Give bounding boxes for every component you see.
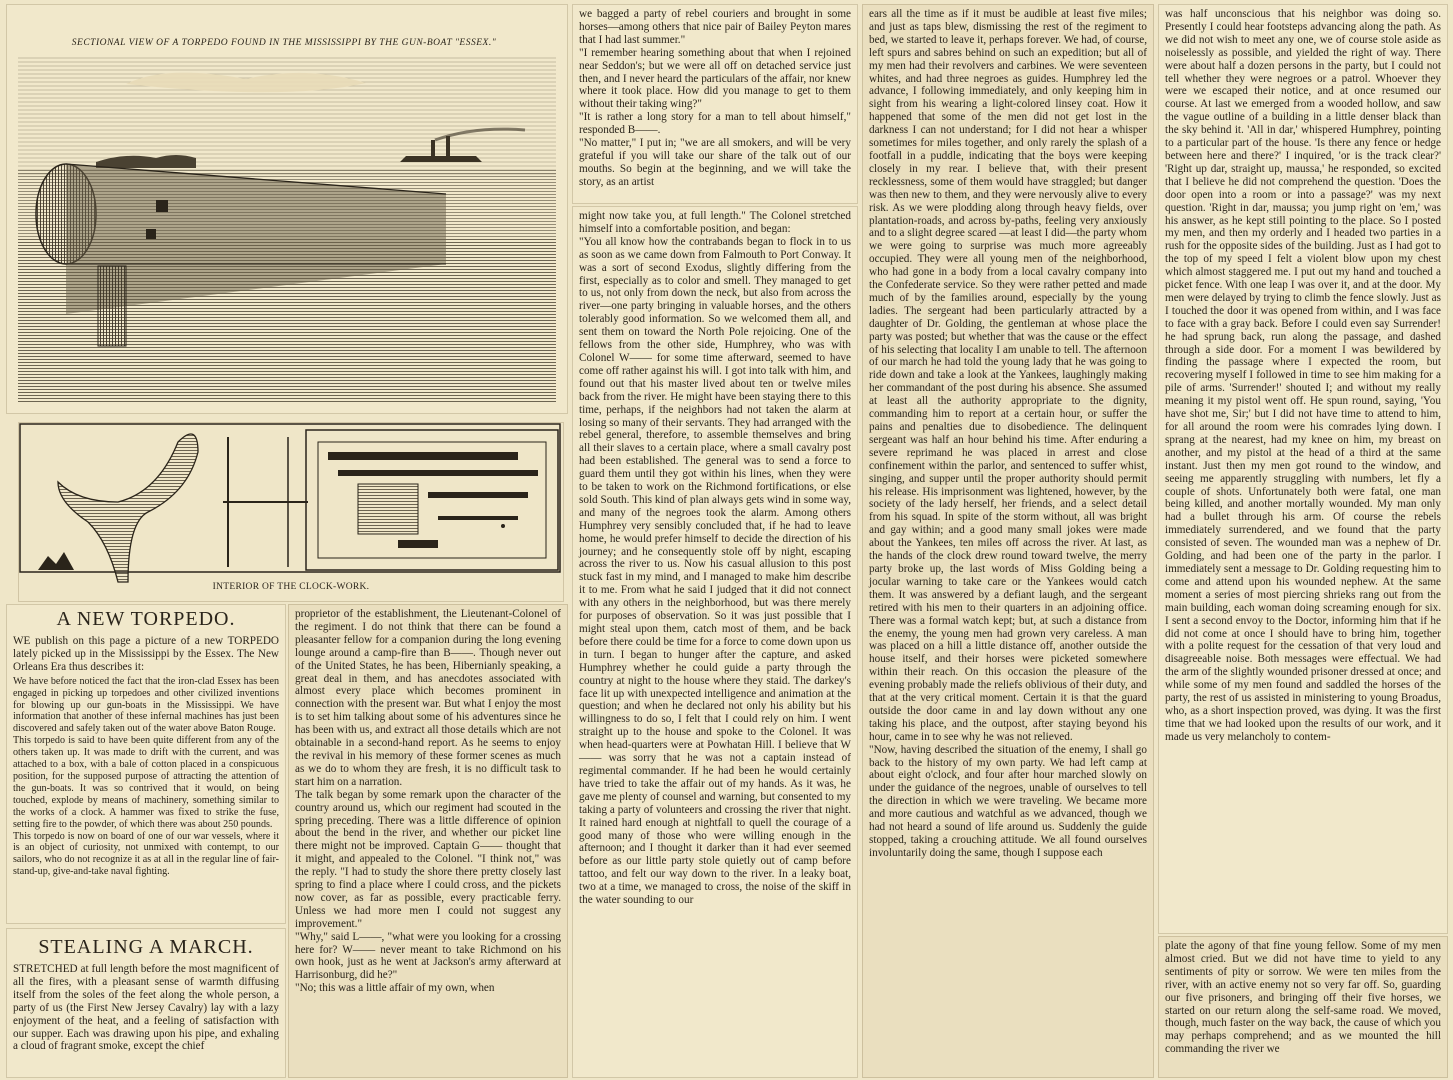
stealing-col4-top-clipping (1158, 4, 1448, 934)
article-stealing-a-march-col1 (6, 928, 286, 1078)
stealing-col4-bottom-text: plate the agony of that fine young fellow. Some of my men almost cried. But we did not have time to yield to any sentiments of pity or sorrow. We were ten miles from the river, with an active enemy not so very far off. So, guarding our five prisoners, and bringing off their five horses, we started on our return along the self-same road. We moved, though, much faster on the way back, the cause of which you may perhaps comprehend; and as we mounted the hill commanding the river we (1165, 940, 1441, 1056)
torpedo-illustration-clipping (6, 4, 568, 414)
headline-new-torpedo: A NEW TORPEDO. (56, 608, 236, 630)
stealing-col4-bottom-clipping (1158, 936, 1448, 1078)
torpedo-caption-top: SECTIONAL VIEW OF A TORPEDO FOUND IN THE MISSISSIPPI BY THE GUN-BOAT "ESSEX." (71, 38, 497, 48)
clockwork-caption: INTERIOR OF THE CLOCK-WORK. (212, 582, 370, 592)
stealing-col2-bottom-text: proprietor of the establishment, the Lieutenant-Colonel of the regiment. I do not think that there can be found a pleasanter fellow for a companion during the long evening lounge around a camp-fire than B——. Though never out of the United States, he has been, Hibernianly speaking, a great deal in them, and has anecdotes associated with almost every place which becomes prominent in connection with the present war. But what I enjoy the most is to set him talking about some of his adventures since he has been with us, and extract all those details which are not obtainable in a second-hand report. As he seems to enjoy the revival in his memory of these former scenes as much as we do to whom they are fresh, it is no difficult task to start him on a narration. The talk began by some remark upon the character of the country around us, which our regiment had scouted in the spring preceding. There was a little difference of opinion about the bend in the river, and whether our picket line there might not be improved. Captain G—— thought that it might, and appealed to the Colonel. "I think not," was the reply. "I had to study the shore there pretty closely last spring to find a place where I could cross, and the pickets now cover, as far as possible, every practicable ferry. Unless we had more men I could not suggest any improvement." "Why," said L——, "what were you looking for a crossing here for? W—— never meant to take Richmond on his own hook, just as he went at Jackson's army afterward at Harrisonburg, did he?" "No; this was a little affair of my own, when (295, 608, 561, 995)
stealing-col2-top-clipping (572, 4, 858, 204)
new-torpedo-intro: WE publish on this page a picture of a new TORPEDO lately picked up in the Mississippi by the Essex. The New Orleans Era thus describes it: (13, 635, 279, 673)
article-new-torpedo (6, 604, 286, 924)
stealing-col2-mid-text: might now take you, at full length." The Colonel stretched himself into a comfortable position, and began: "You all know how the contrabands began to flock in to us as soon as we came down from Falmouth to Port Conway. It was a sort of second Exodus, slightly differing from the first, especially as to color and smell. They managed to get to us, not only from down the neck, but also from across the river—one party bringing in valuable horses, and the others tolerably good information. So we welcomed them all, and sent them on toward the North Pole rejoicing. One of the fellows from the other side, Humphrey, who was with Colonel W—— for some time afterward, seemed to have come off rather against his will. I got into talk with him, and found out that his master lived about ten or twelve miles back from the river. He might have been staying there to this time, perhaps, if the neighbors had not taken the alarm at losing so many of their servants. They had arranged with the rebel general, therefore, to assemble themselves and bring all their slaves to a certain place, where a small cavalry post had been established. The general was to send a force to guard them until they got within his lines, when they were to be taken to work on the Richmond fortifications, or else sold South. This kind of plan always gets wind in some way, and many of the negroes took the alarm. Among others Humphrey very sensibly concluded that, if he had to leave home, he would prefer himself to decide the direction of his journey; and he consequently stole off by night, escaping across the river to us. Now his casual allusion to this post stuck fast in my mind, and I managed to make him describe it to me. From what he said I judged that it did not connect with any others in the neighborhood, but was there merely for purposes of observation. So it was just possible that I might steal upon them, catch most of them, and be back before there could be time for a force to come down upon us in turn. I began to hunger after the capture, and asked Humphrey whether he could guide a party through the country at night to the house where they staid. The darkey's face lit up with unexpected intelligence and animation at the question; and when he declared not only his ability but his willingness to do so, I felt that I could rely on him. I went straight up to the house and spoke to the Colonel. It was when head-quarters were at Powhatan Hill. I believe that W—— was sorry that he was not a captain instead of regimental commander. If he had been he would certainly have tried to take the affair out of my hands. As it was, he gave me plenty of counsel and warning, but consented to my taking a party of volunteers and crossing the river that night. It rained hard enough at nightfall to quell the courage of a good many of those who were willing enough in the afternoon; and I thought it darker than it had ever seemed before as our little party stole quietly out of camp before tattoo, and felt our way down to the river. In a leaky boat, two at a time, we managed to cross, the noise of the skiff in the water sounding to our (579, 210, 851, 907)
stealing-col3-clipping (862, 4, 1154, 1078)
stealing-col4-top-text: was half unconscious that his neighbor was doing so. Presently I could hear footsteps advancing along the path. As we did not wish to meet any one, we of course stole aside as noiselessly as possible, and yielded the right of way. There were about half a dozen persons in the party, but I could not tell whether they were negroes or a patrol. Whoever they were we escaped their notice, and at once resumed our course. At last we emerged from a wooded hollow, and saw the vague outline of a building in a little denser black than the sky behind it. 'All in dar,' whispered Humphrey, pointing to a particular part of the house. 'Is there any fence or hedge between here and there?' I inquired, 'or is the track clear?' 'Right up dar, straight up, maussa,' he responded, so excited that I believe he did not comprehend the question. 'Does the door open into a room or into a passage?' was my next question. 'Right in dar, maussa; you jump right on 'em,' was his answer, as he kept still pointing to the place. So I posted my men, and then my orderly and I headed two parties in a rush for the opposite sides of the building. Just as I had got to the top of my speed I felt a violent blow upon my chest which almost staggered me. I put out my hand and touched a picket fence. With one leap I was over it, and at the door. My men were delayed by trying to climb the fence slowly. Just as I touched the door it was opened from within, and I was face to face with a gray back. Before I could even say Surrender! he had sprung back, run along the passage, and dashed through a side door. For a moment I was bewildered by finding the passage where I expected the room, but recovering myself I followed in time to see him making for a pile of arms. 'Surrender!' shouted I; and without my really meaning it my pistol went off. He spun round, saying, 'You have shot me, Sir;' but I did not have time to attend to him, for all around the room were his comrades lying down. I sprang at the nearest, had my knee on him, my breast on another, and my pistol at the head of a third at the same instant. Just then my men got round to the window, and seeing me apparently struggling with numbers, let fly a couple of shots. Unfortunately both were fatal, one man being killed, and another mortally wounded. My man only had a bullet through his arm. Of course the rebels immediately surrendered, and we found that the party consisted of seven. The wounded man was a nephew of Dr. Golding, and had been one of the party in the parlor. I immediately sent a message to Dr. Golding requesting him to come and attend upon his wounded nephew. At the same moment a series of most piercing shrieks rang out from the main building, each woman doing screaming enough for six. I sent a second envoy to the Doctor, informing him that if he did not come at once I should have to bring him, together with a polite request for the cessation of that very loud and disagreeable noise. Both messages were effectual. We had the arm of the slightly wounded prisoner dressed at once; and while some of my men found and saddled the horses of the party, the rest of us assisted in ministering to young Broadus, who, as a short inspection proved, was dying. It was the first time that we had looked upon the results of our work, and it made us very melancholy to contem- (1165, 8, 1441, 743)
stealing-col2-mid-clipping (572, 206, 858, 1078)
headline-stealing-a-march: STEALING A MARCH. (38, 936, 254, 958)
clockwork-illustration-clipping (18, 422, 564, 602)
clockwork-diagram (18, 422, 564, 602)
torpedo-engraving (6, 4, 568, 414)
stealing-col1-text: STRETCHED at full length before the most magnificent of all the fires, with a pleasant sense of warmth diffusing itself from the soles of the feet along the whole person, a party of us (the First New Jersey Cavalry) lay with a lazy enjoyment of the heat, and a feeling of satisfaction with our supper. Each was drawing upon his pipe, and exhaling a cloud of fragrant smoke, except the chief (13, 963, 279, 1053)
stealing-col3-text: ears all the time as if it must be audible at least five miles; and just as taps blew, dismissing the rest of the regiment to bed, we started to leave it, perhaps forever. We had, of course, left spurs and sabres behind on such an expedition; but all of my men had their revolvers and carbines. We were seventeen whites, and had three negroes as guides. Humphrey led the advance, I following immediately, and only keeping him in sight from his wearing a light-colored linsey coat. How it happened that some of the men did not get lost in the darkness I can not understand; for I did not hear a whisper sometimes for miles together, and only rarely the splash of a footfall in a puddle, indicating that the boys were keeping closely in my rear. I believe that, with their present recklessness, some of them would have straggled; but danger was then new to them, and they were nervously alive to every risk. As we were plodding along through heavy fields, over plantation-roads, and across by-paths, feeling very anxiously and to a slight degree scared —at least I did—the party whom we were going to surprise was much more agreeably occupied. They were all young men of the neighborhood, who had gone in a body from a local cavalry company into the Confederate service. So they were rather petted and made much of by the families around, especially by the young ladies. The sergeant had been particularly attracted by a daughter of Dr. Golding, the gentleman at whose place the party was posted; but whether that was the cause or the effect of his selecting that locality I am unable to tell. The afternoon of our march he had told the young lady that he was going to ride down and take a look at the Yankees, laughingly making her commandant of the post during his absence. She assumed at least all the authority appropriate to the dignity, commanding him to report at a certain hour, or suffer the pains and penalties due to disobedience. The delinquent sergeant was half an hour behind his time. After enduring a severe reprimand he was placed in arrest and close confinement within the parlor, and sentenced to suffer whist, singing, and supper until the proper authority should permit his release. His imprisonment was lightened, however, by the society of the lady herself, her friends, and a select detail from his squad. In spite of the storm without, all was bright and gay within; and a good many small jokes were made about the Yankees, ten miles off across the river. At last, as the hands of the clock drew round toward twelve, the merry party broke up, the last words of Miss Golding being a jocular warning to take care or the Yankees would catch them. It was answered by a defiant laugh, and the sergeant retired with his men to their quarters in an adjoining office. There was a formal watch kept; but, at such a distance from the enemy, the young men had grown very careless. A man was placed on a hill a little distance off, another outside the house itself, and their horses were picketed somewhere within their reach. On this occasion the pleasure of the evening probably made the reliefs oblivious of their duty, and that at the very critical moment. Certain it is that the guard outside the door came in and lay down without any one taking his place, and the outpost, after staying beyond his hour, came in to see why he was not relieved. "Now, having described the situation of the enemy, I shall go back to the history of my own party. We had left camp at about eight o'clock, and four after hour marched slowly on under the guidance of the negroes, unable of ourselves to tell the direction in which we were traveling. We became more and more cautious and watchful as we advanced, though we had not heard a sound of life around us. Suddenly the guide stopped, taking a crouching attitude. We all found ourselves involuntarily doing the same, though I suppose each (869, 8, 1147, 859)
new-torpedo-body: We have before noticed the fact that the iron-clad Essex has been engaged in picking up torpedoes and other civilized inventions for blowing up our gun-boats in the Mississippi. We have information that another of these infernal machines has just been discovered and safely taken out of the water above Baton Rouge. This torpedo is said to have been quite different from any of the others taken up. It was made to drift with the current, and was attached to a box, with a bale of cotton placed in a conspicuous position, for the supposed purpose of attracting the attention of the gun-boats. It was so contrived that it would, on being touched, explode by means of machinery, something similar to the works of a clock. A hammer was fixed to strike the fuse, setting fire to the powder, of which there was about 250 pounds. This torpedo is now on board of one of our war vessels, where it is an object of curiosity, not unmixed with contempt, to our sailors, who do not recognize it as at all in the regular line of fair-stand-up, give-and-take naval fighting. (13, 675, 279, 878)
stealing-col2-top-text: we bagged a party of rebel couriers and brought in some horses—among others that nice pair of Bailey Peyton mares that I had last summer." "I remember hearing something about that when I rejoined near Seddon's; but we were all off on detached service just then, and I never heard the particulars of the affair, nor knew where it took place. How did you manage to get to them without their taking wing?" "It is rather a long story for a man to tell about himself," responded B——. "No matter," I put in; "we are all smokers, and will be very grateful if you will take our share of the talk out of our mouths. So begin at the beginning, and we will take the story, as an artist (579, 8, 851, 188)
stealing-col2-bottom-clipping (288, 604, 568, 1078)
